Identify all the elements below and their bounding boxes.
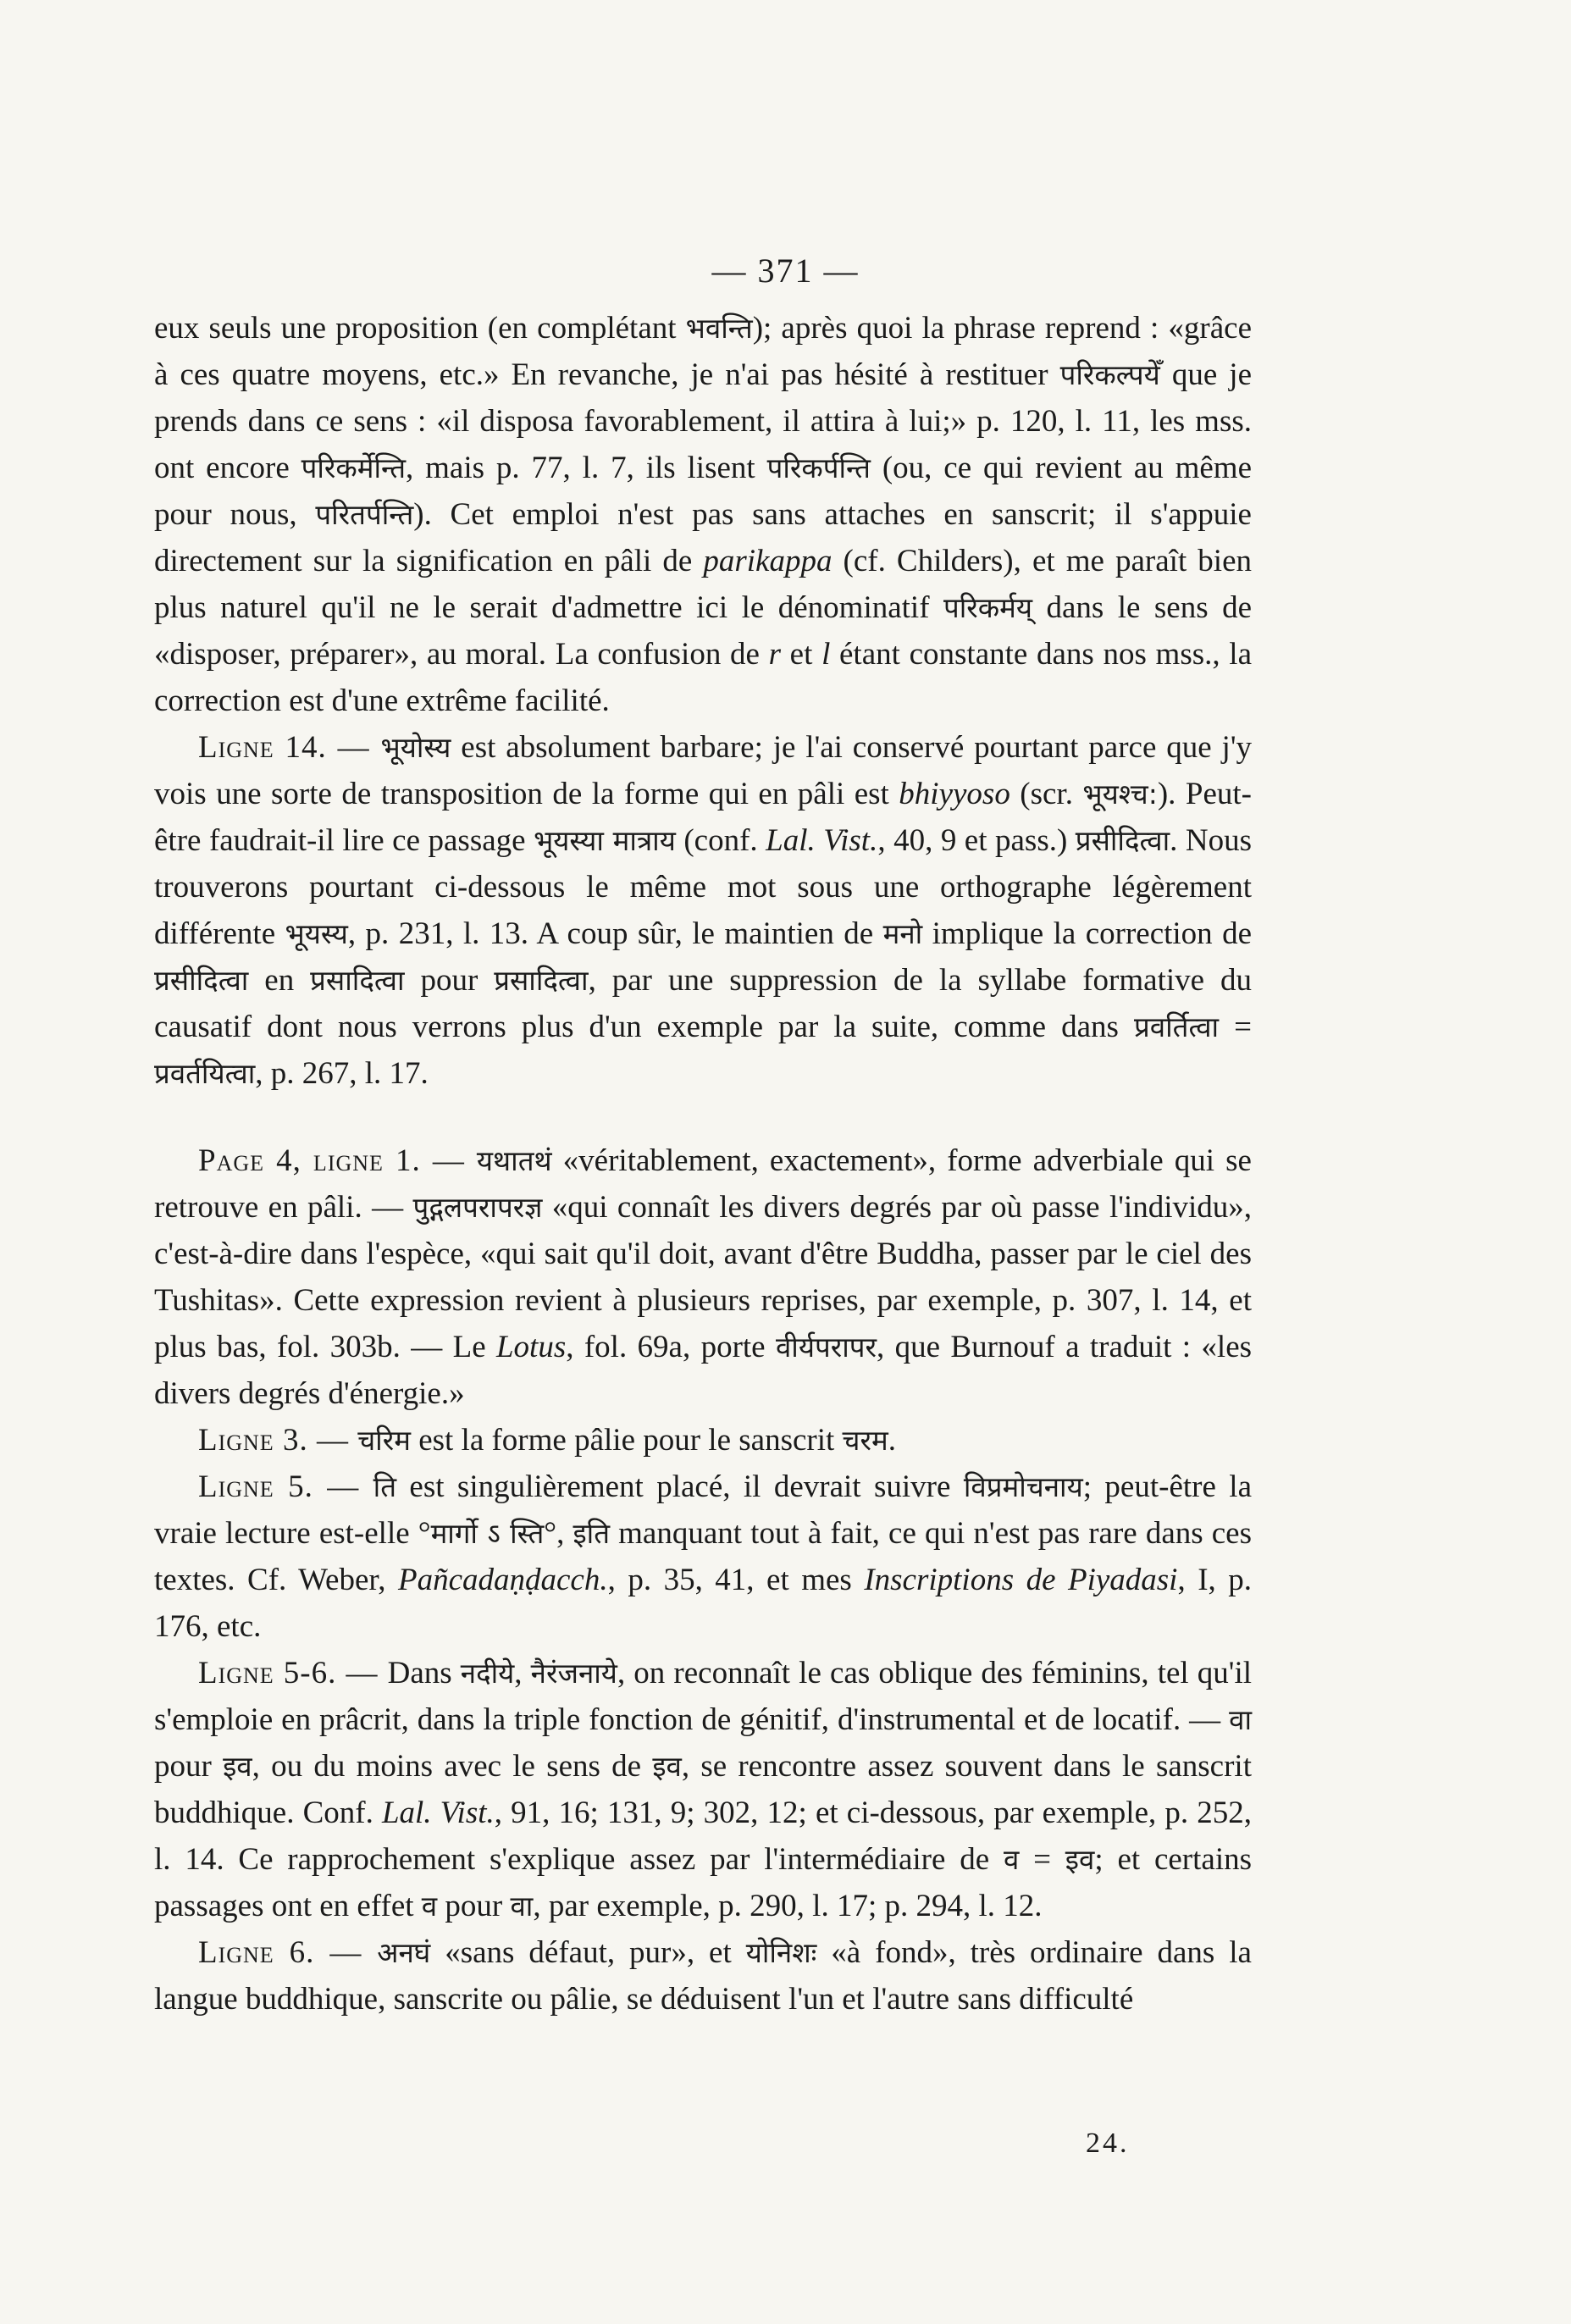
devanagari-word: ति <box>373 1470 397 1503</box>
devanagari-word: मनो <box>882 917 923 950</box>
paragraph <box>154 724 1252 1097</box>
devanagari-word: प्रसादित्वा <box>310 964 405 997</box>
devanagari-word: परितर्पन्ति <box>315 498 414 531</box>
text-segment: (ou, ce qui revient au même pour nous, <box>154 451 1252 532</box>
devanagari-word: व <box>421 1890 438 1923</box>
devanagari-word: यथातथं <box>476 1144 552 1177</box>
text-segment: «qui connaît les divers degrés par où passe l'individu», c'est-à-dire dans l'espèce, «qui sait qu'il doit, avant d'être Buddha, passer par le ciel des Tushitas». Cette expression revient à plusieurs reprises, par exemple, p. 307, l. 14, et plus bas, fol. 303b. — Le <box>154 1190 1253 1364</box>
italic-term: Inscriptions de Piyadasi <box>864 1563 1178 1597</box>
line-reference: Ligne 5. — <box>198 1469 373 1504</box>
devanagari-word: विप्रमोचनाय <box>963 1470 1083 1503</box>
text-segment: = <box>1219 1010 1252 1044</box>
text-segment: , ou du moins avec le sens de <box>252 1749 653 1784</box>
devanagari-word: भवन्ति <box>685 312 753 345</box>
devanagari-word: इव <box>223 1750 252 1783</box>
text-segment: , p. 267, l. 17. <box>255 1056 429 1091</box>
devanagari-word: अनघं <box>377 1936 431 1969</box>
text-segment: est singulièrement placé, il devrait suivre <box>396 1469 964 1504</box>
text-segment: dans le sens de «disposer, préparer», au moral. La confusion de <box>154 590 1252 672</box>
text-segment: , on reconnaît le cas oblique des féminins, tel qu'il s'emploie en prâcrit, dans la triple fonction de génitif, d'instrumental et de locatif. — <box>154 1656 1253 1737</box>
text-segment: , <box>514 1656 531 1690</box>
devanagari-word: चरिम <box>357 1424 411 1457</box>
paragraph <box>154 305 1252 724</box>
italic-term: Pañcadaṇḍacch. <box>397 1563 608 1597</box>
text-segment: étant constante dans nos mss., la correction est d'une extrême facilité. <box>154 637 1252 718</box>
text-segment: implique la correction de <box>922 916 1253 951</box>
text-segment: que je prends dans ce sens : «il disposa favorablement, il attira à lui;» p. 120, l. 11, les mss. ont encore <box>154 357 1253 485</box>
line-reference: Page 4, ligne 1. — <box>198 1143 477 1178</box>
devanagari-word: प्रसादित्वा <box>494 964 589 997</box>
text-segment: , se rencontre assez souvent dans le sanscrit buddhique. Conf. <box>154 1749 1252 1830</box>
paragraph <box>154 1137 1252 1417</box>
text-segment: , I, p. 176, etc. <box>154 1563 1253 1644</box>
devanagari-word: परिकर्मेन्ति <box>301 451 407 484</box>
text-segment: ; et certains passages ont en effet <box>154 1842 1253 1923</box>
text-segment: , mais p. 77, l. 7, ils lisent <box>406 451 767 485</box>
text-segment: est absolument barbare; je l'ai conservé pourtant parce que j'y vois une sorte de transposition de la forme qui en pâli est <box>154 730 1252 811</box>
italic-term: Lal. Vist. <box>766 823 878 858</box>
text-segment: Dans <box>387 1656 461 1690</box>
devanagari-word: इव <box>652 1750 682 1783</box>
text-segment: pour <box>437 1889 511 1923</box>
paragraph <box>154 1417 1252 1464</box>
text-segment: «sans défaut, pur», et <box>430 1935 746 1970</box>
devanagari-word: परिकल्पयेँ <box>1059 358 1160 391</box>
text-segment: , par une suppression de la syllabe formative du causatif dont nous verrons plus d'un exemple par la suite, comme dans <box>154 963 1252 1044</box>
devanagari-word: वा <box>510 1890 534 1923</box>
text-segment: en <box>248 963 311 998</box>
devanagari-word: नैरंजनाये <box>530 1657 617 1690</box>
body-text <box>154 305 1252 2022</box>
italic-term: Lal. Vist. <box>381 1796 495 1830</box>
signature-mark: 24. <box>1086 2128 1130 2159</box>
text-segment: ). Cet emploi n'est pas sans attaches en sanscrit; il s'appuie directement sur la signification en pâli de <box>154 497 1252 578</box>
devanagari-word: वीर्यपरापर <box>775 1331 877 1364</box>
devanagari-word: भूयश्च: <box>1082 777 1158 811</box>
page-number: — 371 — <box>711 252 860 290</box>
text-segment: . Nous trouverons pourtant ci-dessous le même mot sous une orthographe légèrement différente <box>154 823 1253 951</box>
text-segment: ); après quoi la phrase reprend : «grâce à ces quatre moyens, etc.» En revanche, je n'ai pas hésité à restituer <box>154 311 1252 392</box>
devanagari-word: प्रसीदित्वा <box>1075 824 1170 857</box>
text-segment: , 91, 16; 131, 9; 302, 12; et ci-dessous, par exemple, p. 252, l. 14. Ce rapprochement s'explique assez par l'intermédiaire de <box>154 1796 1252 1877</box>
devanagari-word: योनिशः <box>745 1936 817 1969</box>
italic-term: l <box>821 637 831 672</box>
text-segment: = <box>1019 1842 1065 1877</box>
text-segment: eux seuls une proposition (en complétant <box>154 311 686 346</box>
text-segment: «véritablement, exactement», forme adverbiale qui se retrouve en pâli. — <box>154 1143 1252 1225</box>
devanagari-word: भूयस्या मात्राय <box>534 824 676 857</box>
devanagari-word: इति <box>573 1517 611 1550</box>
line-reference: Ligne 14. — <box>198 730 381 765</box>
paragraph <box>154 1650 1252 1929</box>
text-segment: ). Peut-être faudrait-il lire ce passage <box>154 777 1252 858</box>
devanagari-word: मार्गो ऽ स्ति <box>430 1517 545 1550</box>
devanagari-word: व <box>1003 1843 1020 1876</box>
devanagari-word: चरम <box>842 1424 888 1457</box>
text-segment: pour <box>404 963 495 998</box>
text-segment: , p. 231, l. 13. A coup sûr, le maintien de <box>347 916 883 951</box>
italic-term: Lotus <box>495 1330 567 1364</box>
paragraph <box>154 1464 1252 1650</box>
text-segment: ; peut-être la vraie lecture est-elle ° <box>154 1469 1253 1551</box>
devanagari-word: भूयोस्य <box>380 731 451 764</box>
text-segment: , que Burnouf a traduit : «les divers degrés d'énergie.» <box>154 1330 1253 1411</box>
devanagari-word: प्रसीदित्वा <box>154 964 249 997</box>
text-segment: pour <box>154 1749 224 1784</box>
text-segment: est la forme pâlie pour le sanscrit <box>410 1423 843 1458</box>
text-segment: et <box>781 637 822 672</box>
text-segment: «à fond», très ordinaire dans la langue buddhique, sanscrite ou pâlie, se déduisent l'un et l'autre sans difficulté <box>154 1935 1252 2017</box>
text-segment: (cf. Childers), et me paraît bien plus naturel qu'il ne le serait d'admettre ici le dénominatif <box>154 544 1253 625</box>
paragraph <box>154 1929 1252 2022</box>
text-segment: °, <box>544 1516 573 1551</box>
devanagari-word: वा <box>1229 1703 1252 1736</box>
line-reference: Ligne 5-6. — <box>198 1656 388 1690</box>
devanagari-word: प्रवर्तयित्वा <box>154 1057 256 1090</box>
text-segment: , fol. 69a, porte <box>566 1330 776 1364</box>
devanagari-word: इव <box>1065 1843 1095 1876</box>
text-segment: . <box>888 1423 896 1458</box>
devanagari-word: परिकर्मय् <box>943 591 1033 624</box>
devanagari-word: नदीये <box>460 1657 515 1690</box>
devanagari-word: पुद्गलपरापरज्ञ <box>412 1191 543 1224</box>
devanagari-word: परिकर्पन्ति <box>766 451 871 484</box>
devanagari-word: प्रवर्तित्वा <box>1133 1010 1220 1043</box>
text-segment: (conf. <box>675 823 766 858</box>
text-segment: , par exemple, p. 290, l. 17; p. 294, l. 12. <box>533 1889 1043 1923</box>
text-segment: (scr. <box>1010 777 1083 811</box>
italic-term: bhiyyoso <box>899 777 1010 811</box>
devanagari-word: भूयस्य <box>285 917 348 950</box>
line-reference: Ligne 3. — <box>198 1423 358 1458</box>
text-segment: manquant tout à fait, ce qui n'est pas rare dans ces textes. Cf. Weber, <box>154 1516 1253 1597</box>
text-segment: , 40, 9 et pass.) <box>877 823 1076 858</box>
line-reference: Ligne 6. — <box>198 1935 378 1970</box>
italic-term: r <box>768 637 782 672</box>
text-segment: , p. 35, 41, et mes <box>607 1563 865 1597</box>
italic-term: parikappa <box>703 544 833 578</box>
